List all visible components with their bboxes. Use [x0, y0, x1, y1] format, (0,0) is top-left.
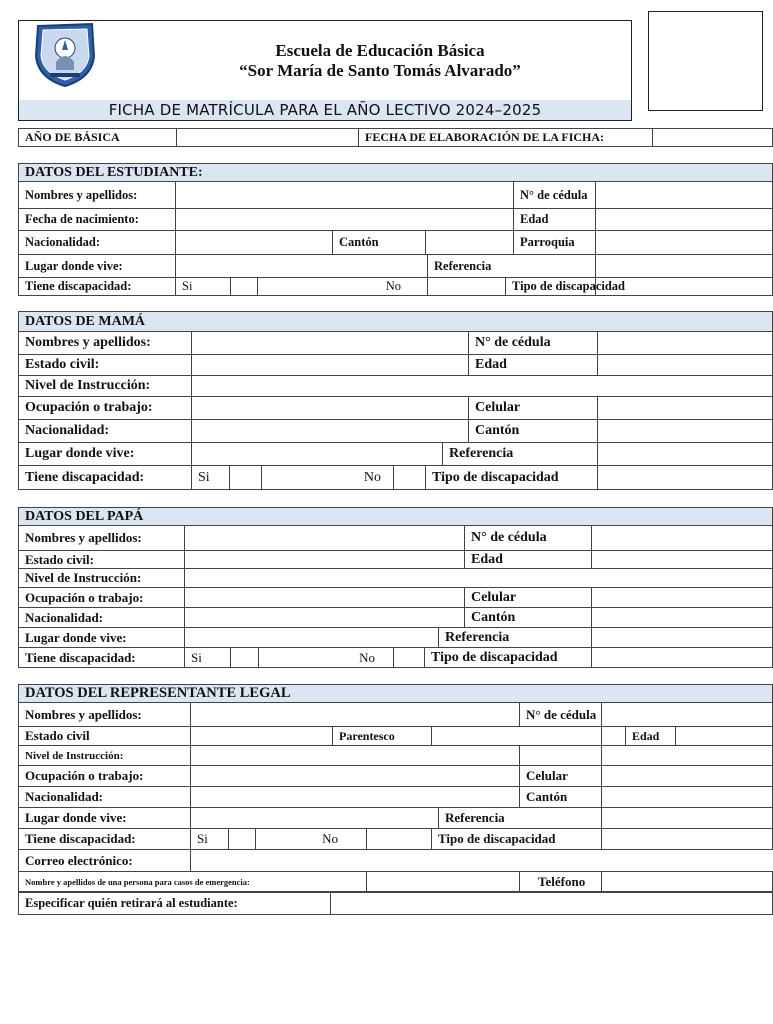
student-birth-field[interactable] [176, 209, 514, 231]
photo-box [648, 11, 763, 111]
student-parish-label: Parroquia [514, 231, 596, 255]
guardian-education-extra2[interactable] [602, 746, 773, 766]
student-names-label: Nombres y apellidos: [19, 182, 176, 209]
mother-section-title: DATOS DE MAMÁ [19, 312, 773, 332]
mother-canton-field[interactable] [598, 420, 773, 443]
mother-education-label: Nivel de Instrucción: [19, 376, 192, 397]
student-nationality-label: Nacionalidad: [19, 231, 176, 255]
mother-cell-field[interactable] [598, 397, 773, 420]
guardian-section-title: DATOS DEL REPRESENTANTE LEGAL [19, 685, 773, 703]
mother-disability-yes-box[interactable] [230, 466, 262, 490]
father-nationality-label: Nacionalidad: [19, 608, 185, 628]
father-education-label: Nivel de Instrucción: [19, 569, 185, 588]
mother-lives-label: Lugar donde vive: [19, 443, 192, 466]
father-education-field[interactable] [185, 569, 773, 588]
guardian-phone-label: Teléfono [520, 872, 602, 892]
father-section-title: DATOS DEL PAPÁ [19, 508, 773, 526]
mother-lives-field[interactable] [192, 443, 443, 466]
pickup-field[interactable] [331, 893, 773, 915]
father-lives-field[interactable] [185, 628, 439, 648]
father-cell-label: Celular [465, 588, 592, 608]
mother-nationality-label: Nacionalidad: [19, 420, 192, 443]
father-disability-type-label: Tipo de discapacidad [425, 648, 592, 668]
guardian-nationality-field[interactable] [191, 787, 520, 808]
student-names-field[interactable] [176, 182, 514, 209]
top-row-table [18, 128, 773, 147]
father-names-label: Nombres y apellidos: [19, 526, 185, 551]
guardian-phone-field[interactable] [602, 872, 773, 892]
guardian-nationality-label: Nacionalidad: [19, 787, 191, 808]
mother-reference-label: Referencia [443, 443, 598, 466]
guardian-civil-label: Estado civil [19, 727, 191, 746]
mother-table [18, 311, 773, 490]
guardian-lives-label: Lugar donde vive: [19, 808, 191, 829]
student-lives-label: Lugar donde vive: [19, 255, 176, 278]
mother-civil-field[interactable] [192, 355, 469, 376]
student-disability-yes-label: Si [176, 278, 231, 296]
mother-occupation-field[interactable] [192, 397, 469, 420]
guardian-cell-field[interactable] [602, 766, 773, 787]
father-disability-yes-label: Si [185, 648, 231, 668]
guardian-civil-field[interactable] [191, 727, 333, 746]
student-disability-no-label: No [258, 278, 428, 296]
mother-canton-label: Cantón [469, 420, 598, 443]
mother-disability-yes-label: Si [192, 466, 230, 490]
form-title: FICHA DE MATRÍCULA PARA EL AÑO LECTIVO 2024–2025 [108, 101, 542, 119]
student-canton-label: Cantón [333, 231, 426, 255]
mother-occupation-label: Ocupación o trabajo: [19, 397, 192, 420]
guardian-disability-yes-label: Si [191, 829, 229, 850]
guardian-emergency-label: Nombre y apellidos de una persona para casos de emergencia: [19, 872, 367, 892]
guardian-id-field[interactable] [602, 703, 773, 727]
student-reference-label: Referencia [428, 255, 596, 278]
guardian-education-extra[interactable] [520, 746, 602, 766]
father-age-field[interactable] [592, 551, 773, 569]
student-reference-field[interactable] [596, 255, 773, 278]
father-disability-yes-box[interactable] [231, 648, 259, 668]
student-disability-no-box[interactable] [428, 278, 506, 296]
mother-names-field[interactable] [192, 332, 469, 355]
grade-label: AÑO DE BÁSICA [19, 129, 177, 147]
guardian-occupation-label: Ocupación o trabajo: [19, 766, 191, 787]
guardian-id-label: N° de cédula [520, 703, 602, 727]
father-canton-label: Cantón [465, 608, 592, 628]
student-canton-field[interactable] [426, 231, 514, 255]
guardian-disability-no-label: No [256, 829, 367, 850]
father-lives-label: Lugar donde vive: [19, 628, 185, 648]
student-id-label: N° de cédula [514, 182, 596, 209]
father-reference-label: Referencia [439, 628, 592, 648]
guardian-email-label: Correo electrónico: [19, 850, 191, 872]
guardian-disability-type-field[interactable] [602, 829, 773, 850]
guardian-canton-field[interactable] [602, 787, 773, 808]
grade-field[interactable] [177, 129, 359, 147]
guardian-relationship-label: Parentesco [333, 727, 432, 746]
guardian-reference-field[interactable] [602, 808, 773, 829]
father-canton-field[interactable] [592, 608, 773, 628]
mother-disability-label: Tiene discapacidad: [19, 466, 192, 490]
mother-civil-label: Estado civil: [19, 355, 192, 376]
guardian-disability-label: Tiene discapacidad: [19, 829, 191, 850]
student-lives-field[interactable] [176, 255, 428, 278]
mother-disability-type-field[interactable] [598, 466, 773, 490]
father-id-field[interactable] [592, 526, 773, 551]
father-occupation-label: Ocupación o trabajo: [19, 588, 185, 608]
student-disability-yes-box[interactable] [231, 278, 258, 296]
mother-reference-field[interactable] [598, 443, 773, 466]
mother-cell-label: Celular [469, 397, 598, 420]
pickup-table [18, 892, 773, 915]
guardian-names-field[interactable] [191, 703, 520, 727]
father-age-label: Edad [465, 551, 592, 569]
guardian-lives-field[interactable] [191, 808, 439, 829]
date-field[interactable] [653, 129, 773, 147]
father-cell-field[interactable] [592, 588, 773, 608]
student-disability-label: Tiene discapacidad: [19, 278, 176, 296]
father-names-field[interactable] [185, 526, 465, 551]
mother-disability-no-box[interactable] [394, 466, 426, 490]
mother-id-field[interactable] [598, 332, 773, 355]
student-nationality-field[interactable] [176, 231, 333, 255]
mother-id-label: N° de cédula [469, 332, 598, 355]
mother-nationality-field[interactable] [192, 420, 469, 443]
pickup-label: Especificar quién retirará al estudiante: [19, 893, 331, 915]
guardian-emergency-field[interactable] [367, 872, 520, 892]
guardian-reference-label: Referencia [439, 808, 602, 829]
mother-education-field[interactable] [192, 376, 773, 397]
mother-disability-type-label: Tipo de discapacidad [426, 466, 598, 490]
mother-disability-no-label: No [262, 466, 394, 490]
guardian-email-field[interactable] [191, 850, 773, 872]
school-name-line1: Escuela de Educación Básica [275, 41, 485, 60]
guardian-canton-label: Cantón [520, 787, 602, 808]
father-civil-label: Estado civil: [19, 551, 185, 569]
student-disability-type-label: Tipo de discapacidad [506, 278, 596, 296]
student-age-label: Edad [514, 209, 596, 231]
guardian-education-label: Nivel de Instrucción: [19, 746, 191, 766]
father-reference-field[interactable] [592, 628, 773, 648]
father-nationality-field[interactable] [185, 608, 465, 628]
student-id-field[interactable] [596, 182, 773, 209]
student-table [18, 163, 773, 296]
guardian-table [18, 684, 773, 892]
father-disability-label: Tiene discapacidad: [19, 648, 185, 668]
guardian-disability-no-box[interactable] [367, 829, 432, 850]
guardian-relationship-field[interactable] [432, 727, 602, 746]
school-shield-emblem-icon [32, 20, 98, 88]
mother-names-label: Nombres y apellidos: [19, 332, 192, 355]
guardian-cell-label: Celular [520, 766, 602, 787]
father-disability-no-label: No [259, 648, 394, 668]
father-table [18, 507, 773, 668]
father-disability-no-box[interactable] [394, 648, 425, 668]
guardian-age-field[interactable] [676, 727, 773, 746]
guardian-disability-yes-box[interactable] [229, 829, 256, 850]
guardian-age-label: Edad [626, 727, 676, 746]
father-occupation-field[interactable] [185, 588, 465, 608]
guardian-spacer-cell [602, 727, 626, 746]
guardian-names-label: Nombres y apellidos: [19, 703, 191, 727]
guardian-disability-type-label: Tipo de discapacidad [432, 829, 602, 850]
student-birth-label: Fecha de nacimiento: [19, 209, 176, 231]
student-section-title: DATOS DEL ESTUDIANTE: [19, 164, 773, 182]
father-id-label: N° de cédula [465, 526, 592, 551]
father-civil-field[interactable] [185, 551, 465, 569]
guardian-education-field[interactable] [191, 746, 520, 766]
student-age-field[interactable] [596, 209, 773, 231]
student-parish-field[interactable] [596, 231, 773, 255]
father-disability-type-field[interactable] [592, 648, 773, 668]
mother-age-label: Edad [469, 355, 598, 376]
date-label: FECHA DE ELABORACIÓN DE LA FICHA: [359, 129, 653, 147]
guardian-occupation-field[interactable] [191, 766, 520, 787]
mother-age-field[interactable] [598, 355, 773, 376]
school-name-line2: “Sor María de Santo Tomás Alvarado” [239, 61, 521, 80]
